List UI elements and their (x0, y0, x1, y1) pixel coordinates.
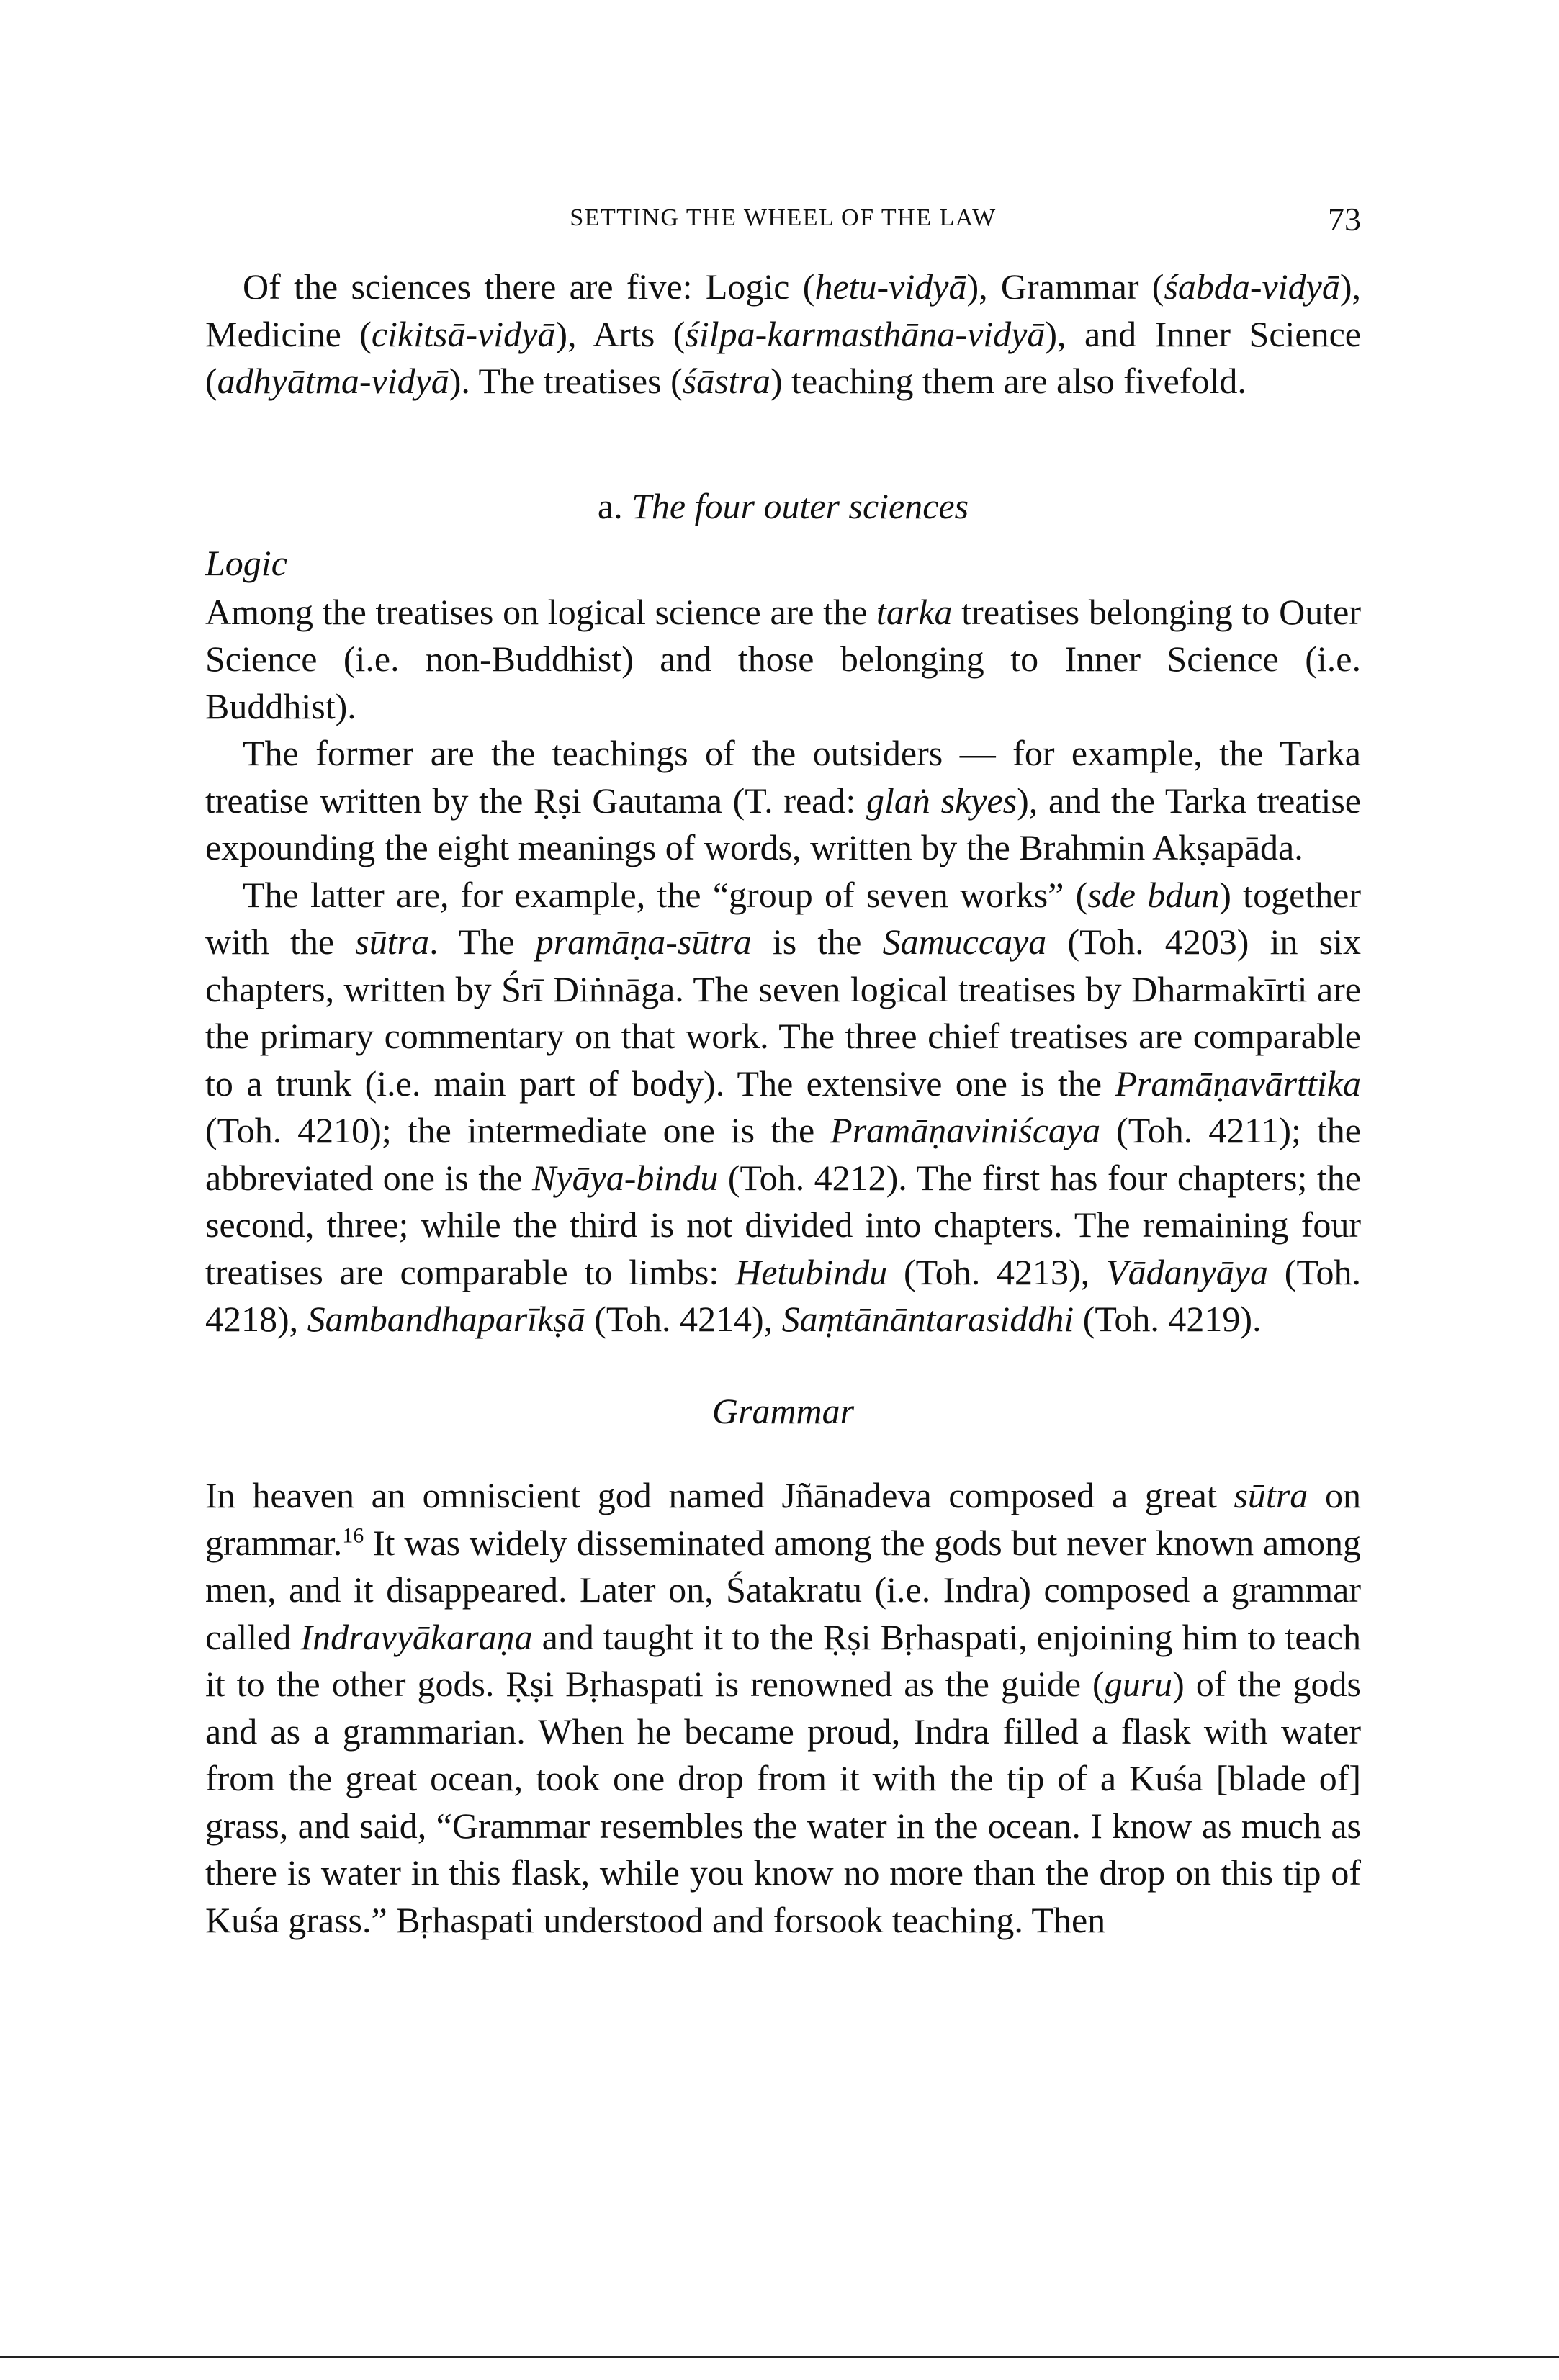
section-heading-outer-sciences: a. The four outer sciences (597, 485, 969, 526)
intro-paragraph: Of the sciences there are five: Logic (hetu-vidyā), Grammar (śabda-vidyā), Medicine (cikitsā-vidyā), Arts (śilpa-karmasthāna-vidyā), and Inner Science (adhyātma-vidyā). The treatises (śāstra) teaching them are also fivefold. (205, 266, 1361, 401)
subheading-logic: Logic (205, 543, 287, 583)
page-header (205, 200, 1361, 243)
running-head: SETTING THE WHEEL OF THE LAW (570, 204, 997, 231)
page-body (205, 263, 1361, 1944)
page-number: 73 (1328, 201, 1361, 238)
grammar-paragraph-1: In heaven an omniscient god named Jñānadeva composed a great sūtra on grammar.$^{16}$ It was widely disseminated among the gods but never known among men, and it disappeared. Later on, Śatakratu (i.e. Indra) composed a grammar called Indravyākaraṇa and taught it to the Ṛṣi Bṛhaspati, enjoining him to teach it to the other gods. Ṛṣi Bṛhaspati is renowned as the guide (guru) of the gods and as a grammarian. When he became proud, Indra filled a flask with water from the great ocean, took one drop from it with the tip of a Kuśa [blade of] grass, and said, “Grammar resembles the water in the ocean. I know as much as there is water in this flask, while you know no more than the drop on this tip of Kuśa grass.” Bṛhaspati understood and forsook teaching. Then (205, 1475, 1362, 1940)
footnote-ref-16[interactable]: 16 (342, 1523, 364, 1547)
page-bottom-rule (0, 2356, 1559, 2358)
logic-paragraph-3: The latter are, for example, the “group of seven works” (sde bdun) together with the sūtra. The pramāṇa-sūtra is the Samuccaya (Toh. 4203) in six chapters, written by Śrī Diṅnāga. The seven logical treatises by Dharmakīrti are the primary commentary on that work. The three chief treatises are comparable to a trunk (i.e. main part of body). The extensive one is the Pramāṇavārttika (Toh. 4210); the intermediate one is the Pramāṇaviniścaya (Toh. 4211); the abbreviated one is the Nyāya-bindu (Toh. 4212). The first has four chapters; the second, three; while the third is not divided into chapters. The remaining four treatises are comparable to limbs: Hetubindu (Toh. 4213), Vādanyāya (Toh. 4218), Sambandhaparīkṣā (Toh. 4214), Saṃtānāntarasiddhi (Toh. 4219). (205, 874, 1362, 1339)
logic-paragraph-2: The former are the teachings of the outsiders — for example, the Tarka treatise written by the Ṛṣi Gautama (T. read: glaṅ skyes), and the Tarka treatise expounding the eight meanings of words, written by the Brahmin Akṣapāda. (205, 733, 1361, 867)
subheading-grammar: Grammar (711, 1390, 855, 1431)
logic-paragraph-1: Among the treatises on logical science are the tarka treatises belonging to Outer Science (i.e. non-Buddhist) and those belonging to Inner Science (i.e. Buddhist). (205, 591, 1361, 726)
